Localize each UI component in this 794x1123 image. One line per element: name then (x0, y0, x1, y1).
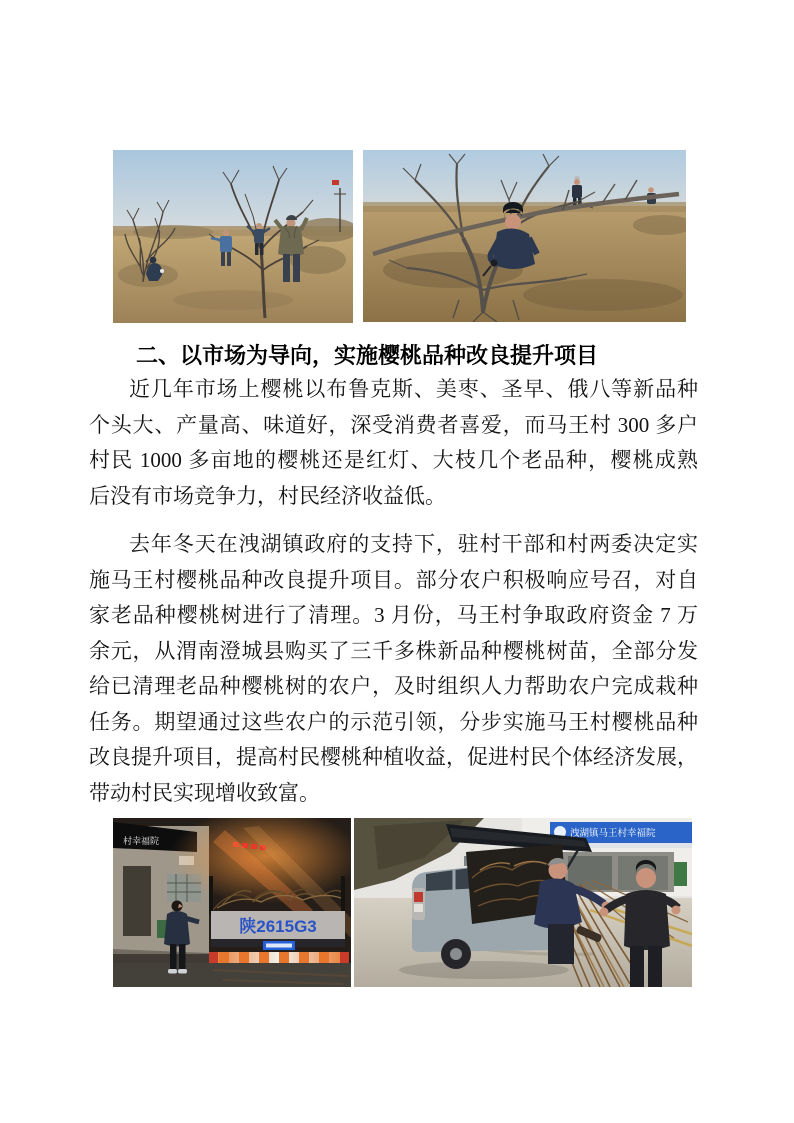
section-heading: 二、以市场为导向，实施樱桃品种改良提升项目 (136, 343, 599, 368)
photo-row-top (113, 150, 686, 323)
text-line: 后没有市场竞争力，村民经济收益低。 (89, 483, 446, 508)
svg-text:陕2615G3: 陕2615G3 (239, 917, 317, 936)
svg-text:洩湖镇马王村幸福院: 洩湖镇马王村幸福院 (570, 828, 656, 839)
text-line: 给已清理老品种樱桃树的农户，及时组织人力帮助农户完成栽种 (89, 674, 698, 698)
text-line: 带动村民实现增收致富。 (89, 780, 320, 805)
text-line: 改良提升项目，提高村民樱桃种植收益，促进村民个体经济发展， (89, 745, 698, 769)
text-line: 个头大、产量高、味道好，深受消费者喜爱，而马王村 300 多户 (89, 412, 698, 437)
text-line: 去年冬天在洩湖镇政府的支持下，驻村干部和村两委决定实 (129, 532, 698, 556)
svg-text:村幸福院: 村幸福院 (123, 836, 160, 846)
text-line: 家老品种樱桃树进行了清理。3 月份，马王村争取政府资金 7 万 (89, 603, 698, 627)
text-line: 任务。期望通过这些农户的示范引领，分步实施马王村樱桃品种 (89, 709, 698, 734)
photo-van-unloading-saplings (354, 818, 692, 987)
photo-truck-saplings-night (113, 818, 351, 987)
photo-row-bottom (113, 818, 692, 987)
photo-orchard-pruning-closeup (363, 150, 686, 323)
text-line: 余元，从渭南澄城县购买了三千多株新品种樱桃树苗，全部分发 (89, 638, 698, 663)
text-line: 村民 1000 多亩地的樱桃还是红灯、大枝几个老品种，樱桃成熟 (89, 448, 698, 472)
paragraph-2 (89, 527, 698, 811)
text-line: 施马王村樱桃品种改良提升项目。部分农户积极响应号召，对自 (89, 567, 698, 592)
paragraph-1 (89, 372, 698, 514)
photo-orchard-pruning-wide (113, 150, 353, 323)
text-line: 近几年市场上樱桃以布鲁克斯、美枣、圣早、俄八等新品种 (129, 377, 698, 401)
